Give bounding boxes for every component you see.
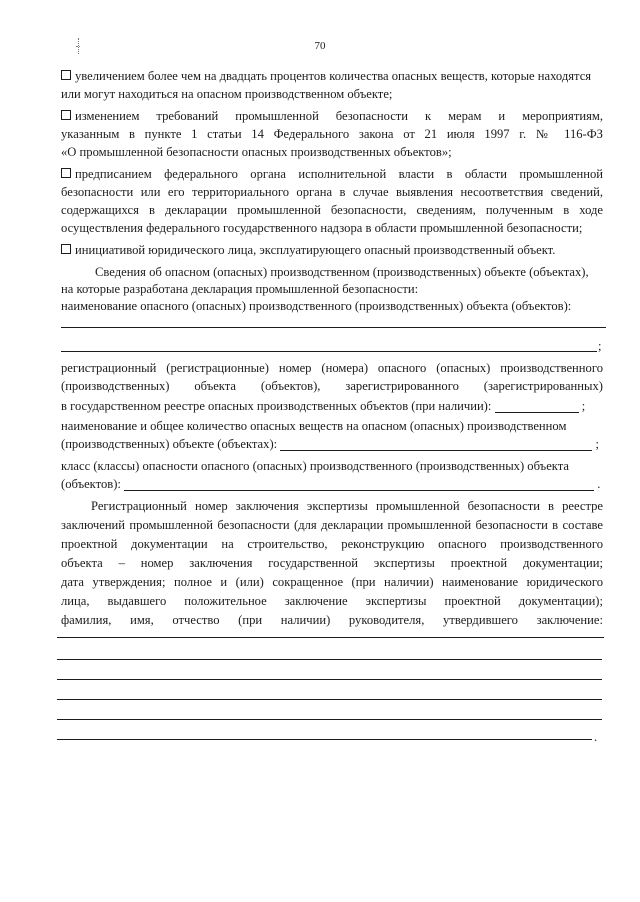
reg-line-1: регистрационный (регистрационные) номер (номера) опасного (опасных) производственного — [61, 361, 603, 375]
expertise-line-3: проектной документации на строительство, реконструкцию опасного производственного — [61, 537, 603, 551]
info-heading-line-1: Сведения об опасном (опасных) производственном (производственных) объекте (объектах), — [95, 265, 589, 279]
checkbox-item-3[interactable] — [61, 168, 71, 178]
substances-blank[interactable] — [280, 437, 592, 451]
expertise-fill-line-6[interactable] — [57, 739, 592, 740]
object-name-semicolon: ; — [598, 339, 602, 353]
expertise-line-4: объекта – номер заключения государственной экспертизы проектной документации; — [61, 556, 603, 570]
item-2-line-3: «О промышленной безопасности опасных производственных объектов»; — [61, 145, 452, 159]
expertise-fill-line-3[interactable] — [57, 679, 602, 680]
checkbox-item-1[interactable] — [61, 70, 71, 80]
expertise-fill-line-4[interactable] — [57, 699, 602, 700]
item-2-line-2: указанным в пункте 1 статьи 14 Федерального закона от 21 июля 1997 г. № 116-ФЗ — [61, 127, 603, 141]
item-3-line-1: предписанием федерального органа исполнительной власти в области промышленной — [61, 164, 603, 184]
info-heading-line-2: на которые разработана декларация промышленной безопасности: — [61, 282, 419, 296]
class-line-2: (объектов): . — [61, 477, 601, 491]
page-number: 70 — [314, 40, 326, 52]
object-name-fill-line-2[interactable] — [61, 351, 597, 352]
class-blank[interactable] — [124, 477, 594, 491]
item-1-line-2: или могут находиться на опасном производственном объекте; — [61, 87, 393, 101]
reg-line-2: (производственных) объекта (объектов), зарегистрированного (зарегистрированных) — [61, 379, 603, 393]
object-name-fill-line-1[interactable] — [61, 327, 606, 328]
expertise-period: . — [594, 730, 598, 744]
expertise-line-6: лица, выдавшего положительное заключение экспертизы проектной документации); — [61, 594, 603, 608]
item-2-line-1: изменением требований промышленной безопасности к мерам и мероприятиям, — [61, 106, 603, 126]
item-3-line-3: содержащихся в декларации промышленной безопасности, сведениям, полученным в ходе — [61, 203, 603, 217]
checkbox-item-2[interactable] — [61, 110, 71, 120]
item-4-line-1: инициативой юридического лица, эксплуатирующего опасный производственный объект. — [61, 240, 603, 260]
item-3-line-4: осуществления федерального государственного надзора в области промышленной безопасности; — [61, 221, 583, 235]
reg-line-3: в государственном реестре опасных производственных объектов (при наличии): ; — [61, 399, 586, 413]
object-name-label: наименование опасного (опасных) производственного (производственных) объекта (объектов): — [61, 299, 572, 313]
reg-number-blank[interactable] — [495, 399, 579, 413]
substances-line-2: (производственных) объекте (объектах): ; — [61, 437, 599, 451]
class-line-1: класс (классы) опасности опасного (опасных) производственного (производственных) объекта — [61, 459, 569, 473]
substances-line-1: наименование и общее количество опасных веществ на опасном (опасных) производственном — [61, 419, 567, 433]
expertise-line-2: заключений промышленной безопасности (для декларации промышленной безопасности в составе — [61, 518, 603, 532]
expertise-line-7: фамилия, имя, отчество (при наличии) руководителя, утвердившего заключение: — [61, 613, 603, 627]
expertise-line-1: Регистрационный номер заключения экспертизы промышленной безопасности в реестре — [91, 499, 603, 513]
expertise-fill-line-1[interactable] — [57, 637, 604, 638]
item-1-line-1: увеличением более чем на двадцать процентов количества опасных веществ, которые находятся — [61, 66, 603, 86]
checkbox-item-4[interactable] — [61, 244, 71, 254]
item-3-line-2: безопасности или его территориального органа в случае выявления несоответствия сведений, — [61, 185, 603, 199]
expertise-fill-line-5[interactable] — [57, 719, 602, 720]
expertise-fill-line-2[interactable] — [57, 659, 602, 660]
expertise-line-5: дата утверждения; полное и (или) сокращенное (при наличии) наименование юридического — [61, 575, 603, 589]
